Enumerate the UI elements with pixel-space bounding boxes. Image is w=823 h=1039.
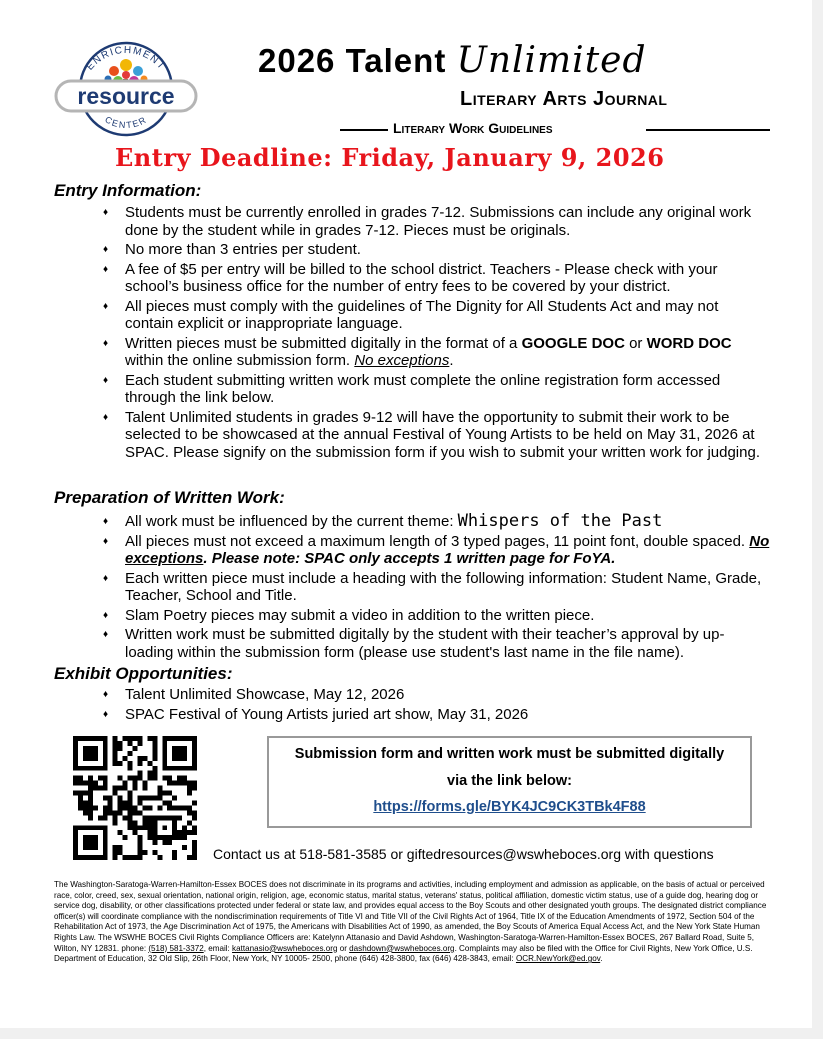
guidelines-heading: Literary Work Guidelines <box>393 120 553 136</box>
phone-link[interactable]: (518) 581-3372 <box>148 943 204 953</box>
prep-heading: Preparation of Written Work: <box>54 488 285 507</box>
enrichment-resource-center-logo <box>52 35 200 139</box>
page-title <box>258 40 778 81</box>
list-item: ♦ Talent Unlimited students in grades 9-12 will have the opportunity to submit their work to be selected to be showcased at the annual Festival of Young Artists to be held on May 31, 2026 at SPAC. Please signify on the submission form if you wish to submit your written work for judging. <box>105 409 770 462</box>
page-edge-bottom <box>0 1028 823 1039</box>
list-item: ♦ All pieces must comply with the guidelines of The Dignity for All Students Act and may not contain explicit or inappropriate language. <box>105 298 770 333</box>
list-item: ♦ No more than 3 entries per student. <box>105 241 770 259</box>
title-prefix: 2026 Talent <box>258 42 447 79</box>
email-link-attanasio[interactable]: kattanasio@wswheboces.org <box>232 943 338 953</box>
email-link-ashdown[interactable]: dashdown@wswheboces.org <box>349 943 455 953</box>
divider-right <box>646 129 770 131</box>
list-item: ♦ Written pieces must be submitted digitally in the format of a GOOGLE DOC or WORD DOC within the online submission form. No exceptions. <box>105 335 770 370</box>
submission-line-2: via the link below: <box>447 773 572 789</box>
page-subtitle: Literary Arts Journal <box>460 88 668 110</box>
contact-line: Contact us at 518-581-3585 or giftedresources@wswheboces.org with questions <box>213 846 714 862</box>
list-item: ♦ Each student submitting written work must complete the online registration form accessed through the link below. <box>105 372 770 407</box>
list-item: ♦ SPAC Festival of Young Artists juried art show, May 31, 2026 <box>105 706 770 724</box>
exhibit-heading: Exhibit Opportunities: <box>54 664 233 683</box>
prep-list <box>105 513 770 663</box>
logo-bottom-text: CENTER <box>103 114 149 131</box>
list-item: ♦ Talent Unlimited Showcase, May 12, 2026 <box>105 686 770 704</box>
list-item: ♦ A fee of $5 per entry will be billed to the school district. Teachers - Please check with your school’s business office for the number of entry fees to be covered by your district. <box>105 261 770 296</box>
divider-left <box>340 129 388 131</box>
logo-top-text: ENRICHMENT <box>84 44 168 73</box>
entry-list <box>105 204 770 463</box>
submission-box <box>267 736 752 828</box>
logo-main-text: resource <box>77 83 175 109</box>
list-item: ♦ Written work must be submitted digitally by the student with their teacher’s approval by up-loading within the submission form (please use student's last name in the file name). <box>105 626 770 661</box>
list-item: ♦ Slam Poetry pieces may submit a video in addition to the written piece. <box>105 607 770 625</box>
list-item: ♦ Students must be currently enrolled in grades 7-12. Submissions can include any original work done by the student while in grades 7-12. Pieces must be originals. <box>105 204 770 239</box>
nondiscrimination-notice: The Washington-Saratoga-Warren-Hamilton-Essex BOCES does not discriminate in its programs and activities, including employment and admission as applicable, on the basis of actual or perceived race, color, creed, sex, sexual orientation, national origin, religion, age, economic status, marital status, veterans' status, political affiliation, domestic victim status, use of a guide dog, hearing dog or service dog, disability, or other classifications protected under federal or state law, and provides equal access to the Boy Scouts and other designated youth groups. The designated district compliance officer(s) will coordinate compliance with the nondiscrimination requirements of Title VI and Title VII of the Civil Rights Act of 1964, Title IX of the Education Amendments of 1972, Section 504 of the Rehabilitation Act of 1973, the Age Discrimination Act of 1975, the Americans with Disabilities Act of 1990, as amended, the Boy Scouts of America Equal Access Act, and the New York State Human Rights Law. The WSWHE BOCES Civil Rights Compliance Officers are: Katelynn Attanasio and David Ashdown, Washington-Saratoga-Warren-Hamilton-Essex BOCES, 267 Ballard Road, Suite 5, Wilton, NY 12831. phone: (518) 581-3372, email: kattanasio@wswheboces.org or dashdown@wswheboces.org. Complaints may also be filed with the Office for Civil Rights, New York Office, U.S. Department of Education, 32 Old Slip, 26th Floor, New York, NY 10005- 2500, phone (646) 428-3800, fax (646) 428-3843, email: OCR.NewYork@ed.gov. <box>54 880 767 964</box>
exhibit-list <box>105 686 770 725</box>
entry-deadline: Entry Deadline: Friday, January 9, 2026 <box>115 143 665 172</box>
submission-line-1: Submission form and written work must be submitted digitally <box>294 746 725 762</box>
page-edge-right <box>812 0 823 1039</box>
theme-text: Whispers of the Past <box>457 511 663 531</box>
list-item: ♦ Each written piece must include a heading with the following information: Student Name, Grade, Teacher, School and Title. <box>105 570 770 605</box>
entry-heading: Entry Information: <box>54 181 202 200</box>
title-script: Unlimited <box>456 40 647 81</box>
list-item: ♦ All work must be influenced by the current theme: Whispers of the Past <box>105 513 770 531</box>
list-item: ♦ All pieces must not exceed a maximum length of 3 typed pages, 11 point font, double spaced. No exceptions. Please note: SPAC only accepts 1 written page for FoYA. <box>105 533 770 568</box>
qr-code[interactable] <box>73 736 197 860</box>
submission-link[interactable]: https://forms.gle/BYK4JC9CK3TBk4F88 <box>373 799 646 815</box>
email-link-ocr[interactable]: OCR.NewYork@ed.gov <box>515 954 601 964</box>
